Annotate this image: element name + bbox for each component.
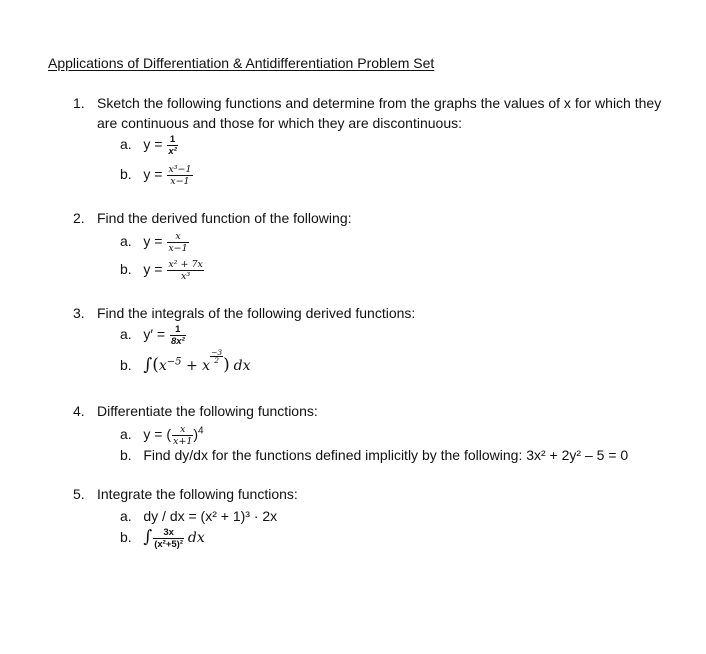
denominator: x+1 (173, 436, 193, 447)
question-number: 4. (73, 403, 85, 419)
subpart-text: dy / dx = (x² + 1)³ · 2x (143, 508, 278, 524)
integral-sign: ∫ (143, 355, 153, 375)
denominator: 8x² (170, 336, 185, 347)
subpart-label: a. (120, 326, 132, 343)
right-paren: ) (193, 426, 199, 443)
subpart-label: a. (120, 426, 132, 443)
subpart-1b (120, 164, 193, 187)
exponent: −5 (166, 356, 182, 368)
equation-lhs: y = (143, 136, 163, 153)
question-text: Differentiate the following functions: (97, 403, 318, 419)
subpart-4a (120, 424, 204, 447)
left-paren: ( (152, 355, 159, 375)
subpart-text: Find dy/dx for the functions defined implicitly by the following: 3x² + 2y² – 5 = 0 (143, 447, 629, 463)
subpart-label: b. (120, 447, 132, 463)
differential: dx (233, 358, 251, 374)
subpart-4b (120, 447, 628, 463)
numerator: x² + 7x (168, 259, 203, 270)
subpart-label: a. (120, 136, 132, 153)
right-paren: ) (223, 355, 230, 375)
question-number: 3. (73, 305, 85, 321)
integral-sign: ∫ (143, 527, 153, 548)
numerator: 1 (167, 134, 177, 146)
subpart-label: b. (120, 357, 132, 373)
subpart-label: a. (120, 233, 132, 250)
fraction (172, 424, 193, 447)
base-x: x (158, 358, 167, 374)
numerator: 3x (153, 527, 184, 539)
exponent: 4 (198, 425, 204, 437)
equation-lhs: y = (143, 166, 163, 183)
question-text: Find the integrals of the following derived functions: (97, 305, 416, 321)
question-number: 2. (73, 210, 85, 226)
fraction (167, 259, 204, 282)
subpart-2a (120, 231, 189, 254)
denominator: x³ (181, 271, 191, 282)
page-title: Applications of Differentiation & Antidifferentiation Problem Set (48, 55, 435, 71)
question-number: 1. (73, 95, 85, 111)
subpart-5a (120, 508, 277, 524)
question-number: 5. (73, 486, 85, 502)
subpart-label: b. (120, 166, 132, 183)
numerator: 1 (170, 324, 186, 336)
subpart-3a (120, 324, 186, 347)
subpart-label: a. (120, 508, 132, 524)
subpart-3b (120, 348, 251, 375)
fraction (167, 231, 188, 254)
fraction (153, 527, 184, 550)
equation-lhs: y = (143, 426, 163, 443)
left-paren: ( (166, 426, 171, 443)
subpart-1a (120, 134, 178, 157)
equation-lhs: y = (143, 261, 163, 278)
base-x: x (202, 358, 211, 374)
denominator: x−1 (168, 243, 188, 254)
subpart-label: b. (120, 261, 132, 278)
denominator: x−1 (170, 176, 190, 187)
subpart-label: b. (120, 529, 132, 546)
equation-lhs: y = (143, 233, 163, 250)
denominator: x² (168, 146, 177, 157)
subpart-5b (120, 527, 205, 550)
question-text: Integrate the following functions: (97, 486, 298, 502)
exponent-numerator: −3 (211, 348, 223, 357)
fraction (167, 164, 192, 187)
denominator: (x²+5)² (154, 539, 183, 550)
numerator: x (172, 424, 193, 436)
fraction (167, 134, 177, 157)
plus-sign: + (181, 358, 203, 374)
exponent-denominator: 2 (214, 356, 219, 365)
question-text: Find the derived function of the following: (97, 210, 352, 226)
numerator: x³−1 (168, 164, 192, 175)
numerator: x (167, 231, 188, 243)
subpart-2b (120, 259, 204, 282)
fractional-exponent (210, 349, 223, 364)
differential: dx (187, 530, 205, 547)
equation-lhs: y′ = (143, 326, 166, 343)
fraction (170, 324, 186, 347)
question-text: Sketch the following functions and determine from the graphs the values of x for which they are continuous and those for which they are discontinuous: (97, 95, 662, 131)
